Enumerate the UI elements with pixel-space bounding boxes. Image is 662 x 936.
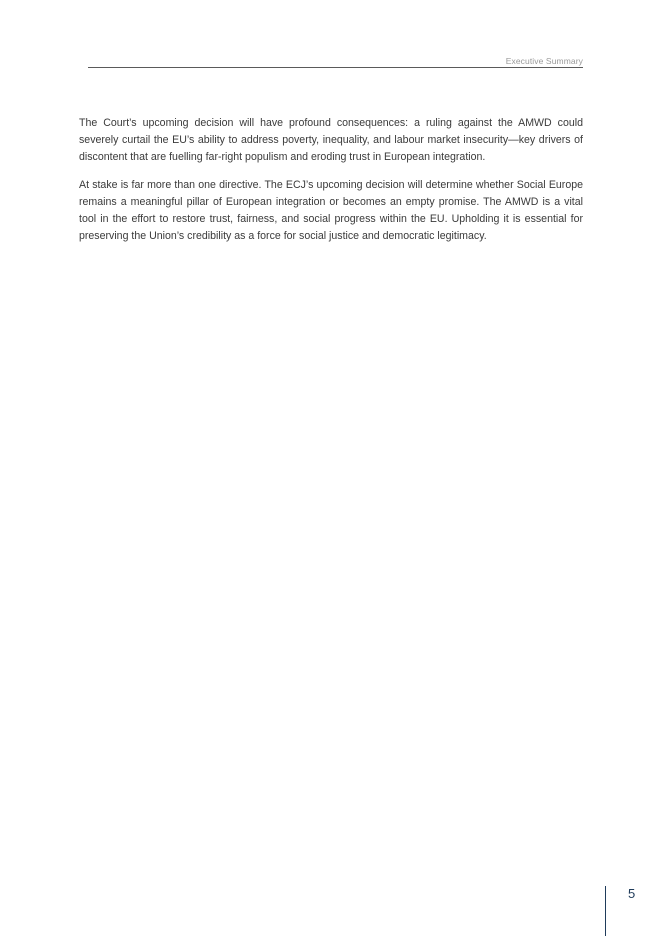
body-paragraph: At stake is far more than one directive. The ECJ’s upcoming decision will determine whether Social Europe remains a meaningful pillar of European integration or becomes an empty promise. The AMWD is a vital tool in the effort to restore trust, fairness, and social progress within the EU. Upholding it is essential for preserving the Union’s credibility as a force for social justice and democratic legitimacy.	[79, 179, 583, 242]
main-content	[79, 115, 583, 256]
running-header: Executive Summary	[505, 56, 583, 66]
body-paragraph: The Court’s upcoming decision will have profound consequences: a ruling against the AMWD could severely curtail the EU’s ability to address poverty, inequality, and labour market insecurity—key drivers of discontent that are fuelling far-right populism and eroding trust in European integration.	[79, 117, 583, 163]
page-number: 5	[628, 886, 636, 901]
footer-divider	[605, 886, 606, 936]
header-divider	[88, 67, 583, 68]
